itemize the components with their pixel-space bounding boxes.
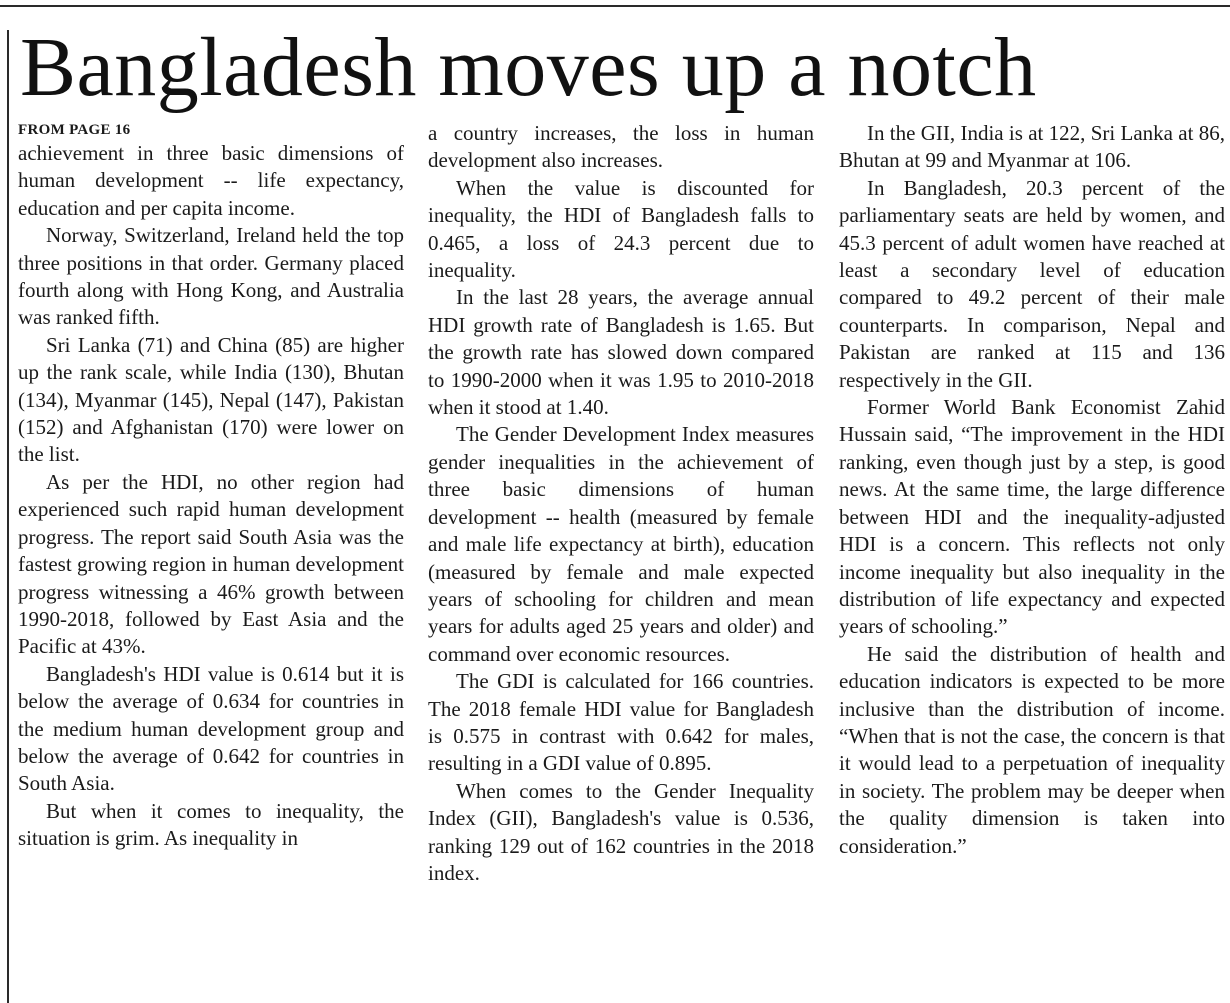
paragraph: Bangladesh's HDI value is 0.614 but it is below the average of 0.634 for countries in the medium human development group and below the average of 0.642 for countries in South Asia. <box>18 661 404 796</box>
article-column-3 <box>839 120 1225 860</box>
dateline: FROM PAGE 16 <box>18 122 131 138</box>
paragraph: In the GII, India is at 122, Sri Lanka at 86, Bhutan at 99 and Myanmar at 106. <box>839 121 1225 173</box>
paragraph: The GDI is calculated for 166 countries. The 2018 female HDI value for Bangladesh is 0.575 in contrast with 0.642 for males, resulting in a GDI value of 0.895. <box>428 669 814 776</box>
paragraph: When comes to the Gender Inequality Index (GII), Bangladesh's value is 0.536, ranking 129 out of 162 countries in the 2018 index. <box>428 778 814 885</box>
paragraph: As per the HDI, no other region had experienced such rapid human development progress. The report said South Asia was the fastest growing region in human development progress witnessing a 46% growth between 1990-2018, followed by East Asia and the Pacific at 43%. <box>18 469 404 659</box>
article-column-1 <box>18 120 404 853</box>
paragraph: Norway, Switzerland, Ireland held the top three positions in that order. Germany placed fourth along with Hong Kong, and Australia was ranked fifth. <box>18 223 404 330</box>
paragraph: When the value is discounted for inequality, the HDI of Bangladesh falls to 0.465, a loss of 24.3 percent due to inequality. <box>428 175 814 283</box>
top-border-rule <box>0 5 1230 7</box>
paragraph: achievement in three basic dimensions of human development -- life expectancy, education and per capita income. <box>18 141 404 220</box>
paragraph: In Bangladesh, 20.3 percent of the parliamentary seats are held by women, and 45.3 percent of adult women have reached at least a secondary level of education compared to 49.2 percent of their male counterparts. In comparison, Nepal and Pakistan are ranked at 115 and 136 respectively in the GII. <box>839 175 1225 392</box>
paragraph: In the last 28 years, the average annual HDI growth rate of Bangladesh is 1.65. But the growth rate has slowed down compared to 1990-2000 when it was 1.95 to 2010-2018 when it stood at 1.40. <box>428 285 814 420</box>
left-border-rule <box>7 30 9 1003</box>
paragraph: a country increases, the loss in human development also increases. <box>428 121 814 173</box>
paragraph: Sri Lanka (71) and China (85) are higher up the rank scale, while India (130), Bhutan (134), Myanmar (145), Nepal (147), Pakistan (152) and Afghanistan (170) were lower on the list. <box>18 332 404 467</box>
article-headline: Bangladesh moves up a notch <box>20 21 1037 114</box>
article-column-2 <box>428 120 814 887</box>
paragraph: He said the distribution of health and education indicators is expected to be more inclusive than the distribution of income. “When that is not the case, the concern is that it would lead to a perpetuation of inequality in society. The problem may be deeper when the quality dimension is taken into consideration.” <box>839 641 1225 858</box>
paragraph: Former World Bank Economist Zahid Hussain said, “The improvement in the HDI ranking, even though just by a step, is good news. At the same time, the large difference between HDI and the inequality-adjusted HDI is a concern. This reflects not only income inequality but also inequality in the distribution of life expectancy and expected years of schooling.” <box>839 395 1225 639</box>
paragraph: The Gender Development Index measures gender inequalities in the achievement of three basic dimensions of human development -- health (measured by female and male life expectancy at birth), education (measured by female and male expected years of schooling for children and mean years for adults aged 25 years and older) and command over economic resources. <box>428 422 814 666</box>
paragraph: But when it comes to inequality, the situation is grim. As inequality in <box>18 798 404 851</box>
